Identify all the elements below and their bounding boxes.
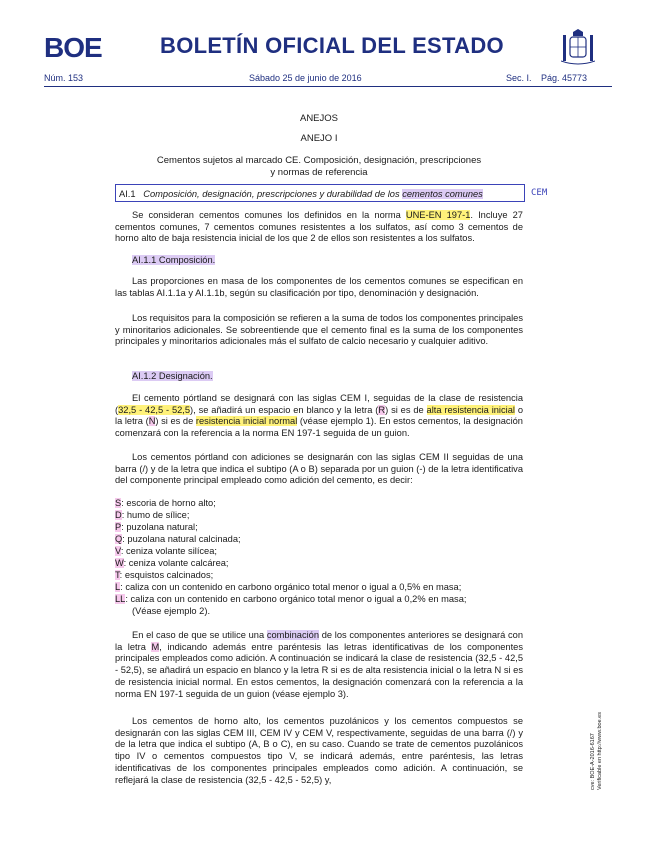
subheading-text: AI.1.1 Composición. — [132, 255, 216, 265]
highlight-alta-resistencia: alta resistencia inicial — [426, 404, 515, 415]
anejo-subtitle-line2: y normas de referencia — [270, 167, 368, 178]
list-item: L: caliza con un contenido en carbono orgánico total menor o igual a 0,5% en masa; — [115, 582, 462, 592]
text-run: de los componentes anteriores se designará con la letra — [115, 630, 523, 652]
paragraph-intro — [115, 210, 523, 245]
list-item: S: escoria de horno alto; — [115, 498, 216, 508]
text-run: El cemento pórtland se designará con las siglas CEM I, seguidas de la clase de resistencia ( — [115, 393, 523, 415]
list-item: W: ceniza volante calcárea; — [115, 558, 229, 568]
section-title: Composición, designación, prescripciones y durabilidad de los — [143, 189, 403, 199]
text-run: En el caso de que se utilice una — [132, 630, 267, 640]
page-number: Pág. 45773 — [541, 73, 588, 83]
subheading-designacion — [132, 371, 213, 383]
subheading-text: AI.1.2 Designación. — [132, 371, 213, 381]
list-item: D: humo de sílice; — [115, 510, 190, 520]
anejos-heading: ANEJOS — [299, 113, 338, 124]
list-tail: (Véase ejemplo 2). — [132, 606, 211, 616]
highlight-resistencia-normal: resistencia inicial normal — [195, 416, 298, 427]
list-item: T: esquistos calcinados; — [115, 570, 214, 580]
text-run: ) si es de — [155, 416, 196, 427]
highlight-une-en: UNE-EN 197-1 — [405, 210, 471, 220]
paragraph-designacion-1 — [115, 393, 523, 440]
additions-list — [115, 497, 523, 617]
section-box-ai1 — [115, 184, 525, 202]
text-run: (véase ejemplo 1). En estos cementos, la designación comenzará con la referencia a la norma EN 197-1 seguida de un guion. — [115, 416, 523, 439]
header-rule — [44, 86, 612, 87]
text-run: . Incluye 27 cementos comunes, 7 cementos comunes resistentes a los sulfatos, así como 3 cementos de horno alto de baja resistencia inicial de los que 2 de ellos son resistentes a los sulfatos. — [115, 210, 523, 244]
anejo-heading: ANEJO I — [300, 133, 338, 144]
coat-of-arms-icon — [561, 29, 595, 65]
boe-logo-text: BOE — [44, 34, 102, 60]
paragraph-designacion-2: Los cementos pórtland con adiciones se designarán con las siglas CEM II seguidas de una barra (/) y de la letra que indica el subtipo (A o B) separada por un guion (-) de la letra identificativa del componente principal empleado como adición del cemento, es decir: — [115, 452, 523, 486]
paragraph-horno-alto: Los cementos de horno alto, los cementos puzolánicos y los cementos compuestos se designarán con las siglas CEM III, CEM IV y CEM V, respectivamente, seguidas de una barra (/) y de la letra que indica el subtipo (A, B o C), en su caso. Cuando se trate de cementos puzolánicos tipo IV o cementos compuestos tipo V, se indicará además, entre paréntesis, las letras identificativas de los componentes principales empleados como adición. A continuación, se reflejará la clase de resistencia (32,5 - 42,5 - 52,5) y, — [115, 716, 523, 785]
bulletin-number: Núm. 153 — [44, 73, 84, 83]
highlight-cementos-comunes: cementos comunes — [402, 189, 483, 199]
list-item: P: puzolana natural; — [115, 522, 198, 532]
text-run: , indicando además entre paréntesis las letras identificativas de los componentes principales empleados como adición. A continuación se indicará la clase de resistencia (32,5 - 42,5 - 52,5), se añadirá un espacio en blanco y la letra R si es de alta resistencia inicial o la letra N si es de resistencia inicial normal. En estos cementos, la designación comenzará con la referencia a la norma EN 197-1 seguida de un guion (véase ejemplo 3). — [115, 641, 523, 699]
margin-annotation: CEM — [531, 188, 548, 198]
highlight-strength-classes: 32,5 - 42,5 - 52,5 — [118, 404, 191, 415]
highlight-letter-n: N — [148, 416, 156, 427]
cve-code: cve: BOE-A-2016-6167 — [590, 733, 596, 790]
page-title: BOLETÍN OFICIAL DEL ESTADO — [160, 33, 504, 58]
text-run: o la letra ( — [115, 404, 523, 427]
text-run: ) si es de — [385, 404, 427, 415]
paragraph-combinacion — [115, 630, 523, 700]
highlight-letter-m: M — [151, 641, 160, 652]
section-number: AI.1 — [119, 189, 136, 199]
list-item: LL: caliza con un contenido en carbono orgánico total menor o igual a 0,2% en masa; — [115, 594, 467, 604]
boe-logo — [44, 34, 116, 60]
list-item: V: ceniza volante silícea; — [115, 546, 217, 556]
section-label: Sec. I. — [506, 73, 532, 83]
paragraph-composicion-2: Los requisitos para la composición se refieren a la suma de todos los componentes principales y minoritarios adicionales. Se sobreentiende que el cemento final es la suma de los componentes principales y minoritarios adicionales más el sulfato de calcio necesario y cualquier aditivo. — [115, 313, 523, 347]
highlight-combinacion: combinación — [266, 630, 320, 640]
subheading-composicion — [132, 255, 215, 267]
list-item: Q: puzolana natural calcinada; — [115, 534, 241, 544]
text-run: Se consideran cementos comunes los definidos en la norma — [132, 210, 406, 220]
verification-code — [590, 712, 604, 790]
verify-url: Verificable en http://www.boe.es — [597, 712, 603, 790]
highlight-letter-r: R — [378, 404, 386, 415]
paragraph-composicion-1: Las proporciones en masa de los componentes de los cementos comunes se especifican en las tablas AI.1.1a y AI.1.1b, según su clasificación por tipo, denominación y designación. — [115, 276, 523, 298]
bulletin-date: Sábado 25 de junio de 2016 — [249, 73, 362, 83]
anejo-subtitle-line1: Cementos sujetos al marcado CE. Composición, designación, prescripciones — [156, 155, 482, 166]
text-run: ), se añadirá un espacio en blanco y la letra ( — [190, 404, 379, 415]
